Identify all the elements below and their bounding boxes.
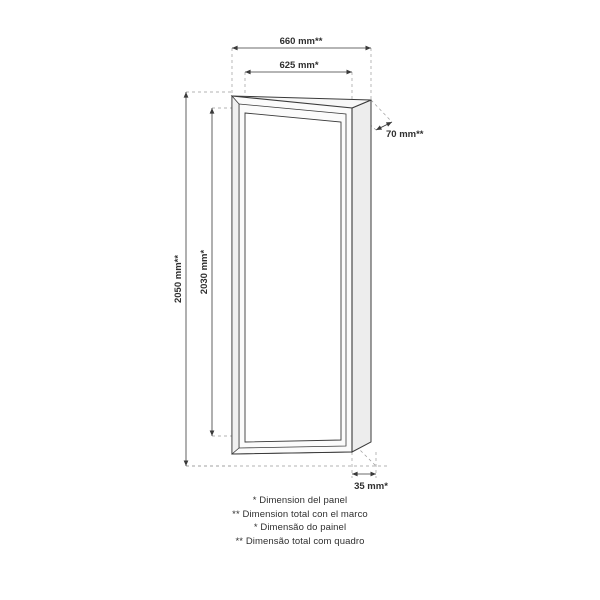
left-stile bbox=[232, 96, 239, 454]
label-panel-width: 625 mm* bbox=[279, 60, 319, 71]
frame-side-face bbox=[352, 100, 371, 452]
legend bbox=[0, 494, 600, 548]
label-frame-depth: 70 mm** bbox=[386, 129, 424, 140]
panel-face bbox=[245, 113, 341, 442]
legend-line-2: ** Dimension total con el marco bbox=[232, 508, 368, 520]
label-thickness: 35 mm* bbox=[354, 481, 388, 492]
legend-line-3: * Dimensão do painel bbox=[253, 522, 347, 533]
label-total-height: 2050 mm** bbox=[173, 254, 184, 304]
door-assembly bbox=[232, 96, 371, 454]
legend-line-4: ** Dimensão total com quadro bbox=[235, 535, 365, 547]
label-panel-height: 2030 mm* bbox=[199, 249, 210, 295]
legend-line-1: * Dimension del panel bbox=[252, 495, 348, 506]
label-total-width: 660 mm** bbox=[279, 36, 323, 47]
